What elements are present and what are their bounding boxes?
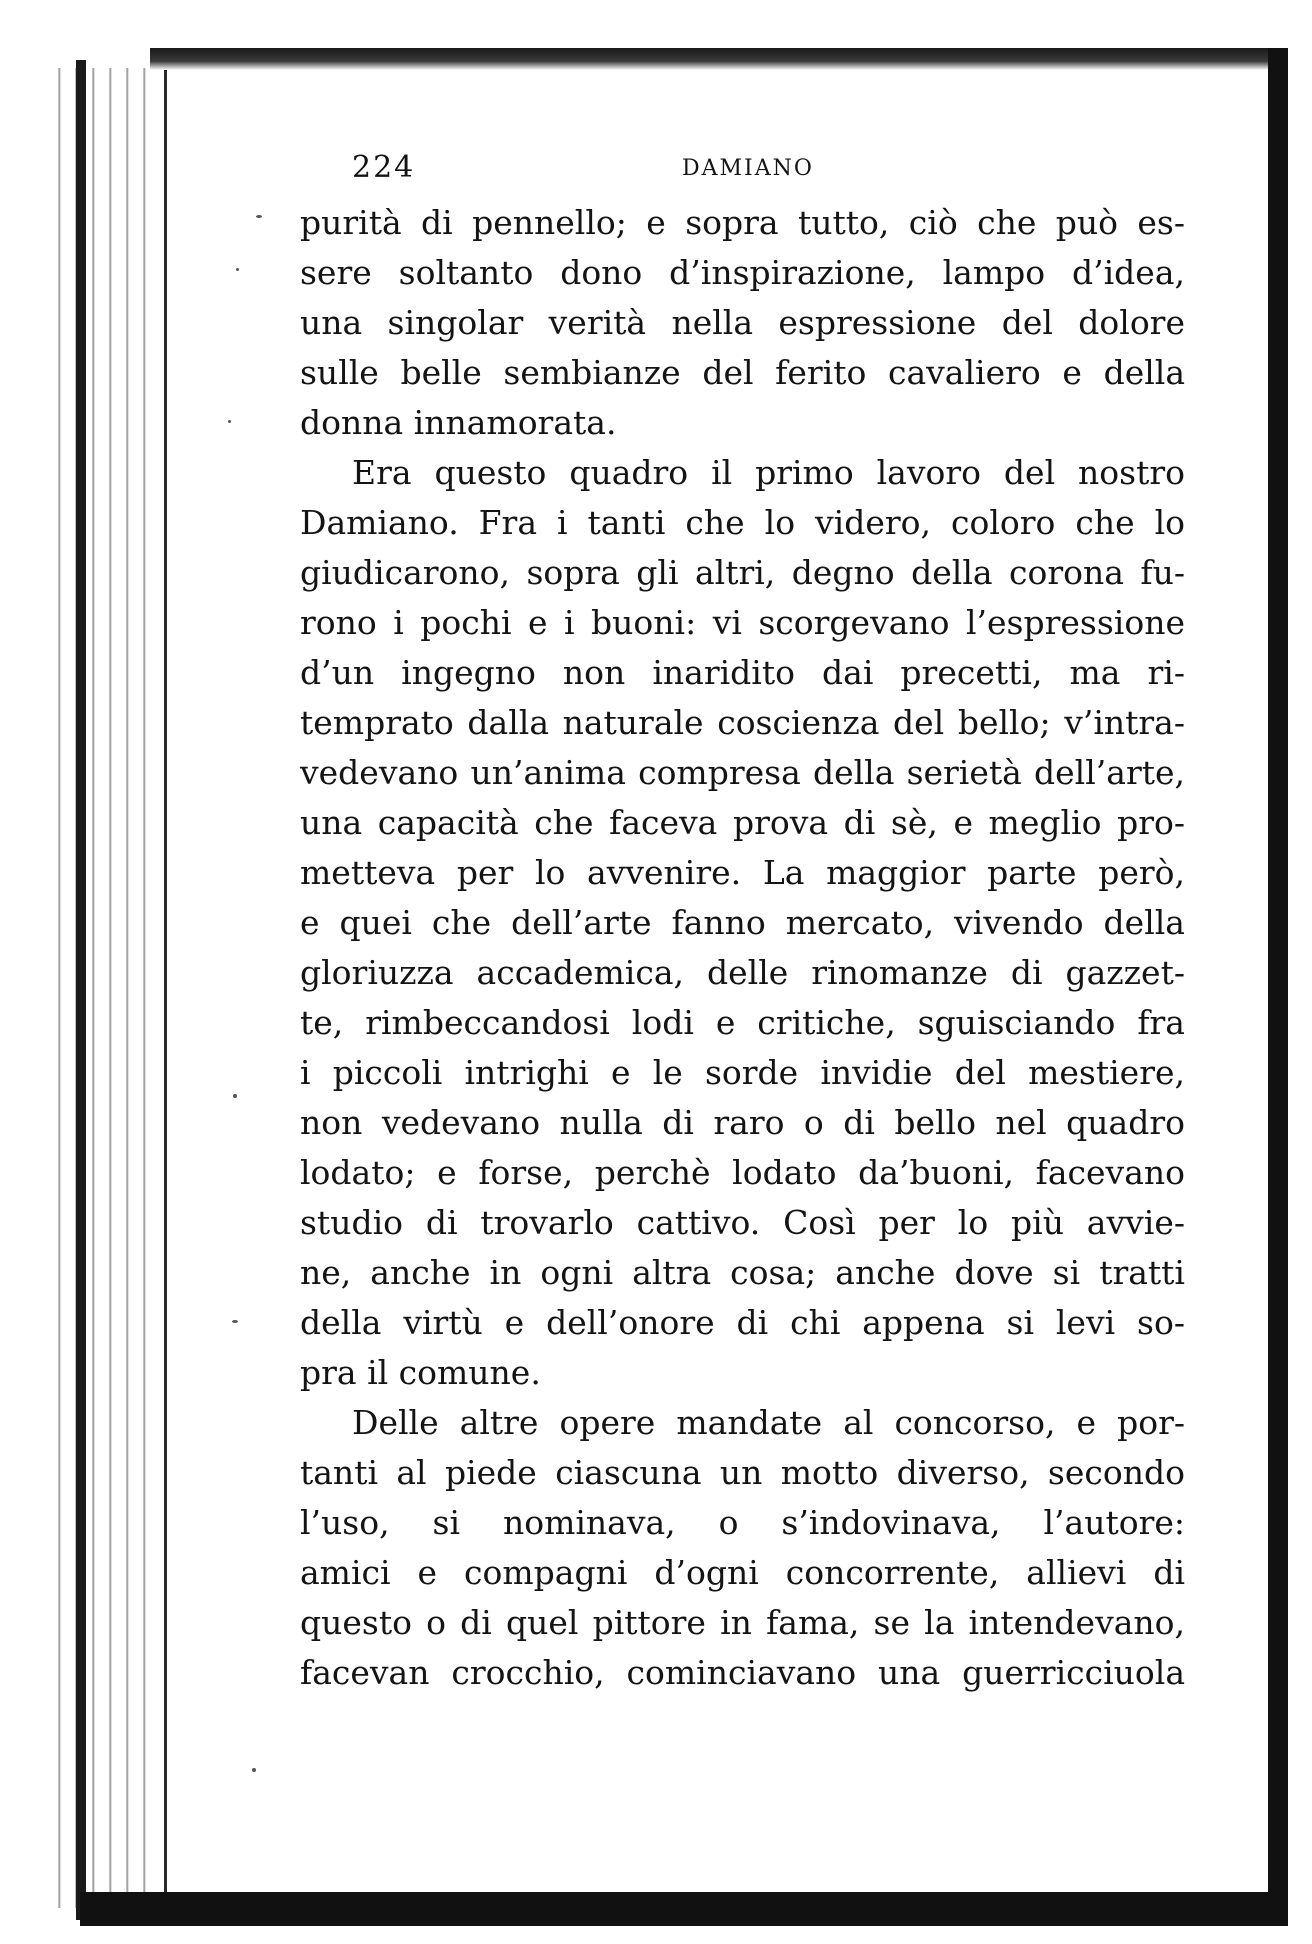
page-header xyxy=(352,150,1172,194)
text-line: Damiano. Fra i tanti che lo videro, coloro che lo xyxy=(300,503,1185,542)
paragraph-start-line: Era questo quadro il primo lavoro del nostro xyxy=(352,453,1185,492)
text-line: giudicarono, sopra gli altri, degno della corona fu- xyxy=(300,553,1185,592)
text-line: rono i pochi e i buoni: vi scorgevano l’espressione xyxy=(300,603,1185,642)
text-line: i piccoli intrighi e le sorde invidie del mestiere, xyxy=(300,1053,1185,1092)
scan-border-top xyxy=(150,48,1285,70)
scan-speck xyxy=(228,420,231,423)
scan-speck xyxy=(236,268,239,271)
text-line: te, rimbeccandosi lodi e critiche, sguisciando fra xyxy=(300,1003,1185,1042)
scan-border-bottom xyxy=(80,1892,1288,1926)
text-line: temprato dalla naturale coscienza del bello; v’intra- xyxy=(300,703,1185,742)
running-head: DAMIANO xyxy=(682,156,814,181)
page-number: 224 xyxy=(352,150,416,185)
text-line: della virtù e dell’onore di chi appena si levi so- xyxy=(300,1303,1185,1342)
text-line: non vedevano nulla di raro o di bello nel quadro xyxy=(300,1103,1185,1142)
text-line: ne, anche in ogni altra cosa; anche dove si tratti xyxy=(300,1253,1185,1292)
text-line: amici e compagni d’ogni concorrente, allievi di xyxy=(300,1553,1185,1592)
text-line: sere soltanto dono d’inspirazione, lampo d’idea, xyxy=(300,253,1185,292)
scan-speck xyxy=(232,1320,238,1323)
text-line: d’un ingegno non inaridito dai precetti, ma ri- xyxy=(300,653,1185,692)
scan-speck xyxy=(252,1768,256,1772)
body-text xyxy=(300,198,1185,1698)
paragraph-start-line: Delle altre opere mandate al concorso, e por- xyxy=(352,1403,1185,1442)
text-line: tanti al piede ciascuna un motto diverso, secondo xyxy=(300,1453,1185,1492)
text-line: donna innamorata. xyxy=(300,403,617,442)
text-line: metteva per lo avvenire. La maggior parte però, xyxy=(300,853,1185,892)
text-line: gloriuzza accademica, delle rinomanze di gazzet- xyxy=(300,953,1185,992)
text-line: facevan crocchio, cominciavano una guerricciuola xyxy=(300,1653,1185,1692)
book-spine-edge xyxy=(76,60,86,1920)
text-line: purità di pennello; e sopra tutto, ciò che può es- xyxy=(300,203,1185,242)
text-line: questo o di quel pittore in fama, se la intendevano, xyxy=(300,1603,1185,1642)
scan-border-right xyxy=(1268,48,1288,1920)
text-line: una singolar verità nella espressione del dolore xyxy=(300,303,1185,342)
text-line: sulle belle sembianze del ferito cavaliero e della xyxy=(300,353,1185,392)
text-line: una capacità che faceva prova di sè, e meglio pro- xyxy=(300,803,1185,842)
scan-speck xyxy=(233,1094,237,1098)
text-line: vedevano un’anima compresa della serietà dell’arte, xyxy=(300,753,1185,792)
text-line: e quei che dell’arte fanno mercato, vivendo della xyxy=(300,903,1185,942)
text-line: studio di trovarlo cattivo. Così per lo più avvie- xyxy=(300,1203,1185,1242)
text-line: lodato; e forse, perchè lodato da’buoni, facevano xyxy=(300,1153,1185,1192)
page-gutter-shadow xyxy=(44,68,154,1908)
scan-speck xyxy=(256,215,262,218)
page-inner-edge xyxy=(164,70,167,1900)
text-line: l’uso, si nominava, o s’indovinava, l’autore: xyxy=(300,1503,1185,1542)
text-line: pra il comune. xyxy=(300,1353,541,1392)
